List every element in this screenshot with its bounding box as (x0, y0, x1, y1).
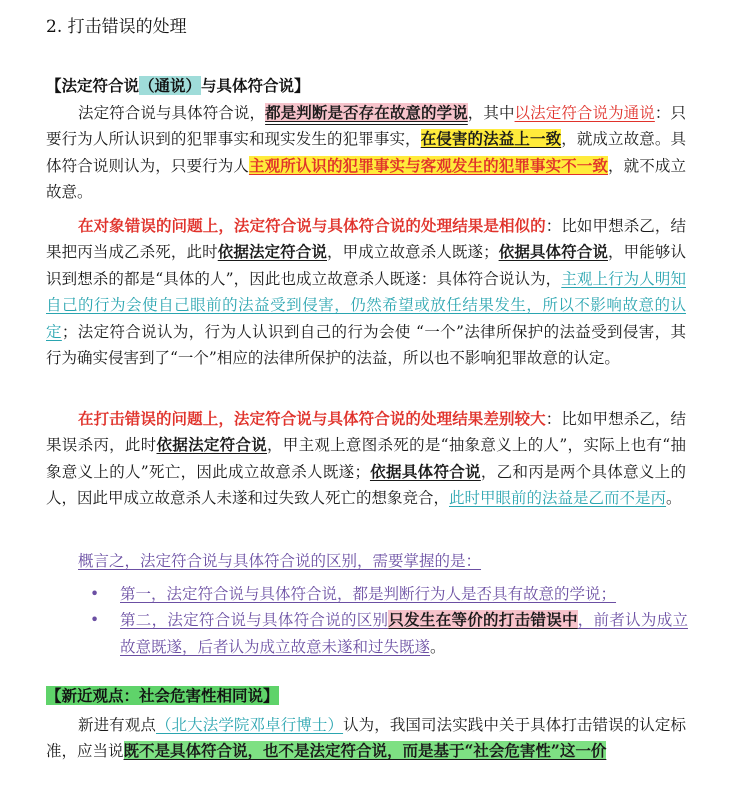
text-span: ，其中 (467, 104, 515, 122)
paragraph-object-error (46, 213, 686, 371)
teal-underline-text: 此时甲眼前的法益是乙而不是丙 (449, 489, 667, 508)
bullet-item (78, 607, 688, 660)
bullet-dot-icon: • (90, 611, 100, 630)
paragraph-strike-error (46, 406, 686, 512)
underline-bold-text: 依据法定符合说 (156, 435, 267, 455)
text-span: ，就不成立故意。 (46, 156, 686, 202)
red-bold-text: 在对象错误的问题上，法定符合说与具体符合说的处理结果是相似的 (78, 216, 546, 235)
text-span: 。 (430, 637, 446, 656)
paragraph-intro (46, 100, 686, 206)
teal-underline-text: 主观上行为人明知自己的行为会使自己眼前的法益受到侵害，仍然希望或放任结果发生，所以不影响故意的认定 (46, 269, 686, 341)
text-span: 。 (666, 489, 682, 508)
bullet-dot-icon: • (90, 585, 100, 603)
red-bold-text: 在打击错误的问题上，法定符合说与具体符合说的处理结果差别较大 (78, 409, 546, 428)
purple-underline-text: 概言之，法定符合说与具体符合说的区别，需要掌握的是： (78, 552, 482, 570)
text-span: ，乙和丙是两个具体意义上的人，因此甲成立故意杀人未遂和过失致人死亡的想象竞合， (46, 462, 686, 508)
highlight-green: 既不是具体符合说，也不是法定符合说，而是基于“社会危害性”这一价 (123, 741, 607, 761)
summary-bullet-list (78, 581, 688, 660)
section-title-highlight: （通说） (139, 76, 202, 95)
underline-bold-text: 依据具体符合说 (369, 461, 481, 481)
text-span: ，就成立故意。具体符合说则认为，只要行为人 (46, 130, 686, 175)
underline-bold-text: 依据法定符合说 (217, 242, 327, 262)
underline-bold-text: 依据具体符合说 (498, 242, 608, 262)
section-title-green: 【新近观点：社会危害性相同说】 (46, 686, 279, 705)
paragraph-summary (46, 548, 686, 574)
highlight-yellow: 在侵害的法益上一致 (420, 129, 562, 149)
section-heading: 2. 打击错误的处理 (46, 17, 187, 37)
text-span: 新进有观点 (78, 716, 156, 734)
purple-underline-text: 第一，法定符合说与具体符合说，都是判断行为人是否具有故意的学说； (120, 585, 617, 603)
text-span: 法定符合说与具体符合说， (78, 104, 266, 122)
teal-underline-text: （北大法学院邓卓行博士） (155, 716, 344, 734)
text-span: ；法定符合说认为，行为人认识到自己的行为会使 “一个”法律所保护的法益受到侵害，其行为确实侵害到了“一个”相应的法律所保护的法益，所以也不影响犯罪故意的认定。 (46, 322, 686, 368)
highlight-yellow-red: 主观所认识的犯罪事实与客观发生的犯罪事实不一致 (248, 155, 609, 175)
section-title-open: 【法定符合说 (46, 76, 140, 95)
text-span: ，甲成立故意杀人既遂； (327, 243, 499, 262)
purple-underline-text: 第二，法定符合说与具体符合说的区别 (120, 611, 389, 630)
text-span: ，甲主观上意图杀死的是“抽象意义上的人”，实际上也有“抽象意义上的人”死亡，因此成立故意杀人既遂； (46, 436, 686, 481)
section-title-close: 与具体符合说】 (201, 76, 310, 95)
paragraph-new-view (46, 712, 686, 765)
section-title-new-view (46, 684, 279, 708)
highlight-pink: 都是判断是否存在故意的学说 (265, 103, 468, 122)
red-underline-text: 以法定符合说为通说 (514, 104, 655, 122)
text-span: ：比如甲想杀乙，结果误杀丙，此时 (46, 410, 686, 455)
highlight-pink: 只发生在等价的打击错误中 (388, 610, 578, 630)
section-title-theories (46, 74, 310, 98)
text-span: ，甲能够认识到想杀的都是“具体的人”，因此也成立故意杀人既遂：具体符合说认为， (46, 243, 686, 288)
purple-underline-text: ，前者认为成立故意既遂，后者认为成立故意未遂和过失既遂 (120, 611, 688, 656)
text-span: ：只要行为人所认识到的犯罪事实和现实发生的犯罪事实， (46, 104, 686, 149)
text-span: 认为，我国司法实践中关于具体打击错误的认定标准，应当说 (46, 716, 686, 761)
bullet-item (78, 581, 688, 607)
text-span: ：比如甲想杀乙，结果把丙当成乙杀死，此时 (46, 217, 686, 262)
